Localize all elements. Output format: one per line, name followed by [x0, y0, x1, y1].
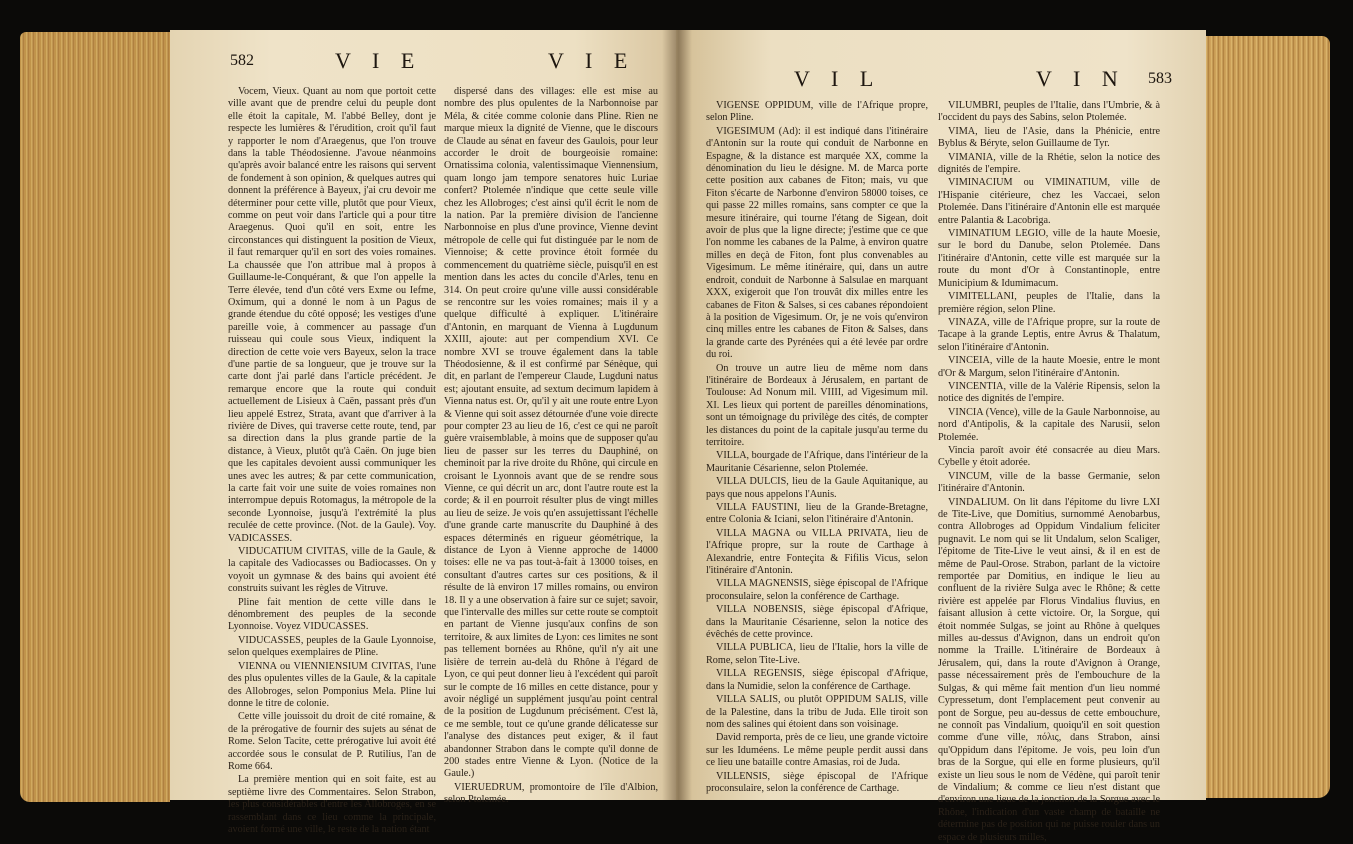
- paragraph: Vocem, Vieux. Quant au nom que portoit cette ville avant que de prendre celui du peuple dont elle étoit la capitale, M. l'abbé Belley, dont je respecte les lumières & l'érudition, croit qu'il faut y rapporter le nom d'Araegenus, que l'on trouve dans la table Théodosienne. J'avoue néanmoins qu'après avoir balancé entre les raisons qui servent de fondement à son opinion, & quelques autres qui donnent la préférence à Bayeux, j'ai cru devoir me déterminer pour cette ville, plutôt que pour Vieux, comme on peut voir dans l'article qui a pour titre Araegenus. Quoi qu'il en soit, entre les circonstances qui distinguent la position de Vieux, il faut remarquer qu'il en sort des voies romaines. La chaussée que l'on attribue mal à propos à Guillaume-le-Conquérant, & que l'on appelle la Terre élevée, tend d'un côté vers Exme ou Iefme, Oximum, qui a donné le nom à un Pagus de grande étendue du côté opposé; les vestiges d'une pareille voie, à commencer au passage d'un ruisseau qui coule sous Vieux, indiquent la direction de cette voie vers Bayeux, selon la trace d'une partie de sa longueur, que je trouve sur la carte dont j'ai parlé dans l'article précédent. Je remarque encore que la route qui conduit actuellement de Lisieux à Caën, passant près d'un lieu appelé Estrez, Strata, avant que d'arriver à la rivière de Dives, qui traverse cette route, tend, par sa direction dans la plus grande partie de la distance, à Vieux, plutôt qu'à Caën. On juge bien que les capitales devoient aussi communiquer les unes avec les autres; & par cette communication, la carte fait voir une suite de voies romaines non interrompue depuis Rotomagus, la métropole de la seconde Lyonnoise, jusqu'à l'extrémité la plus reculée de cette province. (Not. de la Gaule). Voy. VADICASSES.: [228, 86, 436, 544]
- paragraph: Cette ville jouissoit du droit de cité romaine, & de la prérogative de fournir des sujets au sénat de Rome. Selon Tacite, cette prérogative lui avoit été accordée sous le consulat de P. Rutilius, l'an de Rome 664.: [228, 711, 436, 772]
- left-page-number: 582: [230, 52, 254, 69]
- paragraph: VILLA FAUSTINI, lieu de la Grande-Bretagne, entre Colonia & Iciani, selon l'itinéraire d'Antonin.: [706, 502, 928, 526]
- paragraph: dispersé dans des villages: elle est mise au nombre des plus opulentes de la Narbonnoise par Méla, & citée comme colonie dans Pline. Rien ne marque mieux la dignité de Vienne, que le discours de Claude au sénat en faveur des Gaulois, pour leur accorder le droit de bourgeoisie romaine: Ornatissima colonia, valentissimaque Viennensium, quam longo jam tempore senatores huic Luriae confert? Ptolemée n'indique que cette seule ville chez les Allobroges; c'est ainsi qu'il écrit le nom de la nation. Par la première division de l'ancienne Narbonnoise en plus d'une province, Vienne devint métropole de celle qui fut distinguée par le nom de Viennoise; & cette province étoit formée du commencement du quatrième siècle, puisqu'il en est mention dans les actes du concile d'Arles, tenu en 314. On peut croire qu'une ville aussi considérable se rencontre sur les voies romaines; mais il y a quelque difficulté à expliquer. L'itinéraire d'Antonin, en marquant de Vienna à Lugdunum XXIII, ajoute: aut per compendium XVI. Ce nombre XVI se trouve également dans la table Théodosienne, & il est confirmé par Sénèque, qui dit, en parlant de l'empereur Claude, Lugduni natus est; ajoutant ensuite, ad sextum decimum lapidem à Vienna natus est. Or, qu'il y ait une route entre Lyon & Vienne qui soit assez détournée d'une voie directe pour compter 23 au lieu de 16, c'est ce qui ne paroît guère vraisemblable, à moins que de supposer qu'au lieu de passer sur les terres du Dauphiné, on cheminoit par la rive droite du Rhône, qui circule en croisant le Lyonnois avant que de se rendre sous Vienne, ce qui décrit un arc, dont l'autre route est la corde; & il en pourroit résulter plus de vingt milles au lieu de seize. Je vois qu'en assujettissant l'échelle d'une grande carte manuscrite du Dauphiné à des espaces déterminés en rigueur géométrique, la distance de Lyon à Vienne approche de 14000 toises: elle ne va pas tout-à-fait à 13000 toises, en consultant d'autres cartes sur ces positions, & il résulte de là environ 17 milles romains, ou environ 18. Il y a une observation à faire sur ce sujet; savoir, que l'intervalle des milles sur cette route se comptoit en partant de Vienne jusqu'aux confins de son territoire, & aux limites de Lyon: ces limites ne sont pas tellement bornées au Rhône, qu'il n'y ait une lisière de terrein au-delà du Rhône à l'égard de Lyon, ce qui peut donner lieu à l'excédent qui paroît sur le compte de 16 milles en cette distance, pour y avoir négligé un supplément jusqu'au point central de la position de Lugdunum précisément. C'est là, ce me semble, tout ce qu'une grande délicatesse sur l'analyse des distances peut exiger, & il faut abandonner Strabon dans le compte qu'il donne de 200 stades entre Vienne & Lyon. (Notice de la Gaule.): [444, 86, 659, 780]
- paragraph: VIGESIMUM (Ad): il est indiqué dans l'itinéraire d'Antonin sur la route qui conduit de Narbonne en Espagne, & la distance est marquée XX, comme la dénomination du lieu le désigne. M. de Marca porte cette position aux cabanes de Fiton; mais, vu que Fiton s'écarte de Narbonne d'environ 58000 toises, ce qui passe 22 milles romains, sans compter ce que la mesure itinéraire, qui tourne l'étang de Sigean, doit avoir de plus que la ligne directe; j'estime que ce que l'on nomme les cabanes de la Palme, à environ quatre milles en deçà de Fiton, font plus convenables au Vigesimum. Le même itinéraire, qui, dans un autre endroit, conduit de Narbonne à Salsulae en marquant XXX, exigeroit que l'on trouvât dix milles entre les cabanes de Fiton & Salses, si ces cabanes répondoient à la position de Vigesimum. Or, je ne vois qu'environ cinq milles entre les cabanes de Fiton & Salses, dans la grande carte des Pyrénées qui a été levée par ordre du roi.: [706, 125, 928, 361]
- paragraph: VILLA REGENSIS, siège épiscopal d'Afrique, dans la Numidie, selon la conférence de Carthage.: [706, 668, 928, 692]
- left-page-edges: [20, 32, 170, 802]
- paragraph: VILLA DULCIS, lieu de la Gaule Aquitanique, au pays que nous appelons l'Aunis.: [706, 476, 928, 500]
- paragraph: VIMINACIUM ou VIMINATIUM, ville de l'Hispanie citérieure, chez les Vaccaei, selon Ptolemée. Dans l'itinéraire d'Antonin elle est marquée entre Palantia & Lacobriga.: [938, 177, 1160, 226]
- paragraph: VINCUM, ville de la basse Germanie, selon l'itinéraire d'Antonin.: [938, 470, 1160, 495]
- paragraph: VIDUCATIUM CIVITAS, ville de la Gaule, & la capitale des Vadiocasses ou Badiocasses. On y voyoit un gymnase & des bains qui avoient été construits suivant les règles de Vitruve.: [228, 546, 436, 595]
- left-page-column-2: [444, 86, 659, 806]
- paragraph: VIMITELLANI, peuples de l'Italie, dans la première région, selon Pline.: [938, 291, 1160, 315]
- paragraph: VILLENSIS, siège épiscopal de l'Afrique proconsulaire, selon la conférence de Carthage.: [706, 770, 928, 794]
- paragraph: VILLA NOBENSIS, siège épiscopal d'Afrique, dans la Mauritanie Césarienne, selon la notice des évêchés de cette province.: [706, 604, 928, 641]
- paragraph: VILLA SALIS, ou plutôt OPPIDUM SALIS, ville de la Palestine, dans la tribu de Juda. Elle tiroit son nom des salines qui étoient dans son voisinage.: [706, 694, 928, 730]
- paragraph: VIERUEDRUM, promontoire de l'île d'Albion, selon Ptolemée.: [444, 781, 658, 806]
- paragraph: On trouve un autre lieu de même nom dans l'itinéraire de Bordeaux à Jérusalem, en partant de Toulouse: Ad Nonum mil. VIIII, ad Vigesimum mil. XI. Les lieux qui portent de pareilles dénominations, sont un témoignage du privilège des cités, de compter les distances du point de la capitale jusqu'au terme du territoire.: [706, 362, 928, 448]
- left-running-head-2: V I E: [548, 48, 636, 73]
- paragraph: VIMA, lieu de l'Asie, dans la Phénicie, entre Byblus & Béryte, selon Guillaume de Tyr.: [938, 125, 1160, 150]
- right-page-number: 583: [1148, 70, 1172, 87]
- paragraph: David remporta, près de ce lieu, une grande victoire sur les Iduméens. Le même peuple perdit aussi dans ce lieu une bataille contre Amasias, roi de Juda.: [706, 732, 928, 769]
- paragraph: Pline fait mention de cette ville dans le dénombrement des peuples de la seconde Lyonnoise. Voyez VIDUCASSES.: [228, 596, 436, 633]
- left-running-head-1: V I E: [335, 48, 423, 73]
- paragraph: VILLA PUBLICA, lieu de l'Italie, hors la ville de Rome, selon Tite-Live.: [706, 642, 928, 666]
- paragraph: VINDALIUM. On lit dans l'épitome du livre LXI de Tite-Live, que Domitius, surnommé Aenobarbus, contra Allobroges ad Oppidum Vindalium feliciter pugnavit. Le nom qui se lit Undalum, selon Scaliger, l'épitome de Tite-Live le veut ainsi, & il en est de même de Paul-Orose. Strabon, parlant de la victoire remportée par Domitius, en indique le lieu au confluent de la rivière Sulga avec le Rhône; & cette rivière est appelée par Florus Vindalius fluvius, en faisant allusion à cette victoire. Or, la Sorgue, qui étoit nommée Sulgas, se joint au Rhône à quelques milles au-dessus d'Avignon, dans un endroit qu'on nomme la Traille. L'itinéraire de Bordeaux à Jérusalem, qui, dans la route d'Avignon à Orange, passe nécessairement près de l'embouchure de la Sulgas, & qui même fait mention d'un lieu nommé Cypressetum, dont l'emplacement peut convenir au pont de Sorgue, peu au-dessus de cette embouchure, ne connoît pas Vindalium, quoiqu'il en soit question comme d'une ville, πόλις, dans Strabon, ainsi qu'Oppidum dans l'épitome. Je vois, peu loin d'un bras de la Sorgue, qui elle en forme plusieurs, qu'il existe un lieu sous le nom de Védène, qui paroît tenir de Vindalium; & comme ce lieu n'est distant que d'environ une lieue de la jonction de la Sorgue avec le Rhône, l'indication d'un vaste champ de bataille ne détermine pas de position qui ne puisse rouler dans un espace de plusieurs milles,: [938, 496, 1160, 843]
- left-page: [170, 30, 676, 835]
- paragraph: VIDUCASSES, peuples de la Gaule Lyonnoise, selon quelques exemplaires de Pline.: [228, 634, 436, 659]
- paragraph: La première mention qui en soit faite, est au septième livre des Commentaires. Selon Strabon, les plus considérables d'entre les Allobroges, en se rassemblant dans ce lieu comme la principale, avoient formé une ville, le reste de la nation étant: [228, 774, 436, 835]
- right-page: [676, 30, 1206, 843]
- paragraph: VINAZA, ville de l'Afrique propre, sur la route de Tacape à la grande Leptis, entre Avrus & Thalatum, selon l'itinéraire d'Antonin.: [938, 316, 1160, 353]
- paragraph: VINCENTIA, ville de la Valérie Ripensis, selon la notice des dignités de l'empire.: [938, 380, 1160, 405]
- right-running-head-1: V I L: [794, 66, 882, 91]
- paragraph: VIMANIA, ville de la Rhétie, selon la notice des dignités de l'empire.: [938, 151, 1160, 176]
- paragraph: VINCIA (Vence), ville de la Gaule Narbonnoise, au nord d'Antipolis, & la capitale des Narusii, selon Ptolemée.: [938, 406, 1160, 443]
- right-page-column-2: [938, 100, 1160, 843]
- paragraph: VILLA, bourgade de l'Afrique, dans l'intérieur de la Mauritanie Césarienne, selon Ptolemée.: [706, 450, 928, 474]
- paragraph: VILUMBRI, peuples de l'Italie, dans l'Umbrie, & à l'occident du pays des Sabins, selon Ptolemée.: [938, 100, 1160, 124]
- left-page-column-1: [228, 86, 436, 835]
- right-running-head-2: V I N: [1036, 66, 1126, 91]
- paragraph: Vincia paroît avoir été consacrée au dieu Mars. Cybelle y étoit adorée.: [938, 444, 1160, 469]
- right-page-edges: [1205, 36, 1330, 798]
- paragraph: VILLA MAGNA ou VILLA PRIVATA, lieu de l'Afrique propre, sur la route de Carthage à Alexandrie, entre Fonteçita & Fifilis Vicus, selon l'itinéraire d'Antonin.: [706, 527, 928, 577]
- paragraph: VIENNA ou VIENNIENSIUM CIVITAS, l'une des plus opulentes villes de la Gaule, & la capitale des Allobroges, selon Pomponius Mela. Pline lui donne le titre de colonie.: [228, 660, 436, 709]
- paragraph: VIGENSE OPPIDUM, ville de l'Afrique propre, selon Pline.: [706, 100, 928, 124]
- paragraph: VIMINATIUM LEGIO, ville de la haute Moesie, sur le bord du Danube, selon Ptolemée. Dans l'itinéraire d'Antonin, cette ville est marquée sur la route du mont d'Or à Constantinople, entre Municipium & Idumimacum.: [938, 228, 1160, 289]
- book-gutter: [662, 30, 692, 800]
- paragraph: VINCEIA, ville de la haute Moesie, entre le mont d'Or & Margum, selon l'itinéraire d'Antonin.: [938, 355, 1160, 379]
- right-page-column-1: [706, 100, 928, 794]
- paragraph: VILLA MAGNENSIS, siège épiscopal de l'Afrique proconsulaire, selon la conférence de Carthage.: [706, 578, 928, 602]
